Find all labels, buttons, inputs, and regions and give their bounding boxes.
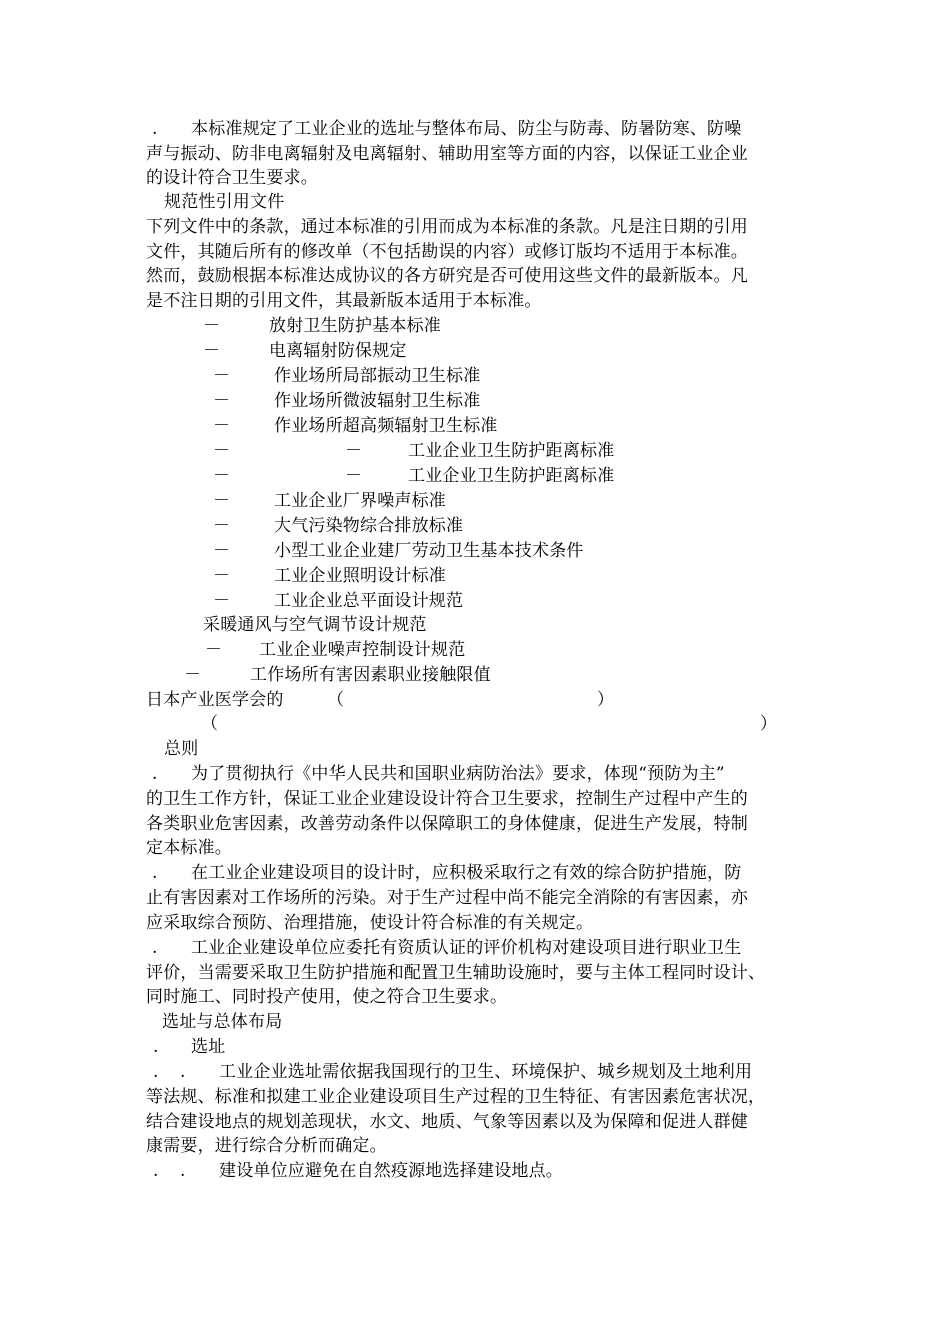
list-dash: － — [213, 566, 230, 586]
paragraph-line: 为了贯彻执行《中华人民共和国职业病防治法》要求，体现“预防为主” — [191, 764, 725, 784]
reference-item: 大气污染物综合排放标准 — [274, 516, 464, 536]
intro-line: 文件，其随后所有的修改单（不包括勘误的内容）或修订版均不适用于本标准。 — [146, 242, 748, 262]
subsection-heading: 选址 — [191, 1037, 226, 1057]
item-marker: . . — [153, 1062, 186, 1082]
section-heading: 规范性引用文件 — [164, 192, 285, 212]
reference-item: 工业企业卫生防护距离标准 — [408, 466, 615, 486]
reference-item: 作业场所超高频辐射卫生标准 — [274, 416, 498, 436]
intro-line: 然而，鼓励根据本标准达成协议的各方研究是否可使用这些文件的最新版本。凡 — [146, 266, 748, 286]
intro-line: 下列文件中的条款，通过本标准的引用而成为本标准的条款。凡是注日期的引用 — [146, 217, 748, 237]
list-dash: － — [213, 516, 230, 536]
paren-close: ） — [760, 714, 777, 734]
intro-line: 是不注日期的引用文件，其最新版本适用于本标准。 — [146, 291, 542, 311]
reference-item: 作业场所局部振动卫生标准 — [274, 366, 481, 386]
paragraph-line: 康需要，进行综合分析而确定。 — [146, 1136, 387, 1156]
reference-item: 工作场所有害因素职业接触限值 — [250, 665, 491, 685]
reference-item: 电离辐射防保规定 — [269, 341, 407, 361]
reference-item: 工业企业卫生防护距离标准 — [408, 441, 615, 461]
item-marker: . . — [153, 1161, 186, 1181]
reference-item: 采暖通风与空气调节设计规范 — [203, 615, 427, 635]
paren-open: （ — [327, 690, 344, 710]
list-dash: － — [345, 466, 362, 486]
section-marker: . — [152, 863, 158, 883]
list-dash: － — [213, 441, 230, 461]
list-dash: － — [213, 591, 230, 611]
reference-item: 日本产业医学会的 — [146, 690, 284, 710]
list-dash: － — [213, 391, 230, 411]
section-heading: 总则 — [164, 739, 199, 759]
paragraph-line: 应采取综合预防、治理措施，使设计符合标准的有关规定。 — [146, 913, 594, 933]
paragraph-line: 各类职业危害因素，改善劳动条件以保障职工的身体健康，促进生产发展，特制 — [146, 814, 748, 834]
section-marker: . — [152, 938, 158, 958]
list-dash: － — [213, 491, 230, 511]
paragraph-line: 止有害因素对工作场所的污染。对于生产过程中尚不能完全消除的有害因素，亦 — [146, 888, 748, 908]
paragraph-line: 同时施工、同时投产使用，使之符合卫生要求。 — [146, 987, 508, 1007]
section-marker: . — [153, 1037, 159, 1057]
paragraph-line: 工业企业建设单位应委托有资质认证的评价机构对建设项目进行职业卫生 — [191, 938, 742, 958]
section-marker: . — [152, 119, 158, 139]
paragraph-line: 在工业企业建设项目的设计时，应积极采取行之有效的综合防护措施，防 — [191, 863, 742, 883]
reference-item: 工业企业噪声控制设计规范 — [259, 640, 466, 660]
paragraph-line: 评价，当需要采取卫生防护措施和配置卫生辅助设施时，要与主体工程同时设计、 — [146, 963, 766, 983]
reference-item: 工业企业照明设计标准 — [274, 566, 446, 586]
paren-close: ） — [597, 690, 614, 710]
paragraph-line: 定本标准。 — [146, 838, 232, 858]
paragraph-line: 工业企业选址需依据我国现行的卫生、环境保护、城乡规划及土地利用 — [219, 1062, 753, 1082]
reference-item: 工业企业总平面设计规范 — [274, 591, 464, 611]
reference-item: 工业企业厂界噪声标准 — [274, 491, 446, 511]
list-dash: － — [213, 416, 230, 436]
list-dash: － — [184, 665, 201, 685]
list-dash: － — [213, 541, 230, 561]
scope-line: 的设计符合卫生要求。 — [146, 168, 318, 188]
list-dash: － — [345, 441, 362, 461]
section-heading: 选址与总体布局 — [162, 1012, 283, 1032]
list-dash: － — [203, 341, 220, 361]
reference-item: 小型工业企业建厂劳动卫生基本技术条件 — [274, 541, 584, 561]
reference-item: 作业场所微波辐射卫生标准 — [274, 391, 481, 411]
paren-open: （ — [201, 714, 218, 734]
list-dash: － — [213, 366, 230, 386]
scope-line: 声与振动、防非电离辐射及电离辐射、辅助用室等方面的内容，以保证工业企业 — [146, 144, 748, 164]
reference-item: 放射卫生防护基本标准 — [269, 316, 441, 336]
paragraph-line: 结合建设地点的规划恙现状，水文、地质、气象等因素以及为保障和促进人群健 — [146, 1112, 748, 1132]
list-dash: － — [213, 466, 230, 486]
scope-line: 本标准规定了工业企业的选址与整体布局、防尘与防毒、防暑防寒、防噪 — [191, 119, 742, 139]
section-marker: . — [152, 764, 158, 784]
list-dash: － — [203, 316, 220, 336]
paragraph-line: 建设单位应避免在自然疫源地选择建设地点。 — [219, 1161, 563, 1181]
list-dash: － — [205, 640, 222, 660]
paragraph-line: 的卫生工作方针，保证工业企业建设设计符合卫生要求，控制生产过程中产生的 — [146, 789, 748, 809]
paragraph-line: 等法规、标准和拟建工业企业建设项目生产过程的卫生特征、有害因素危害状况， — [146, 1087, 766, 1107]
